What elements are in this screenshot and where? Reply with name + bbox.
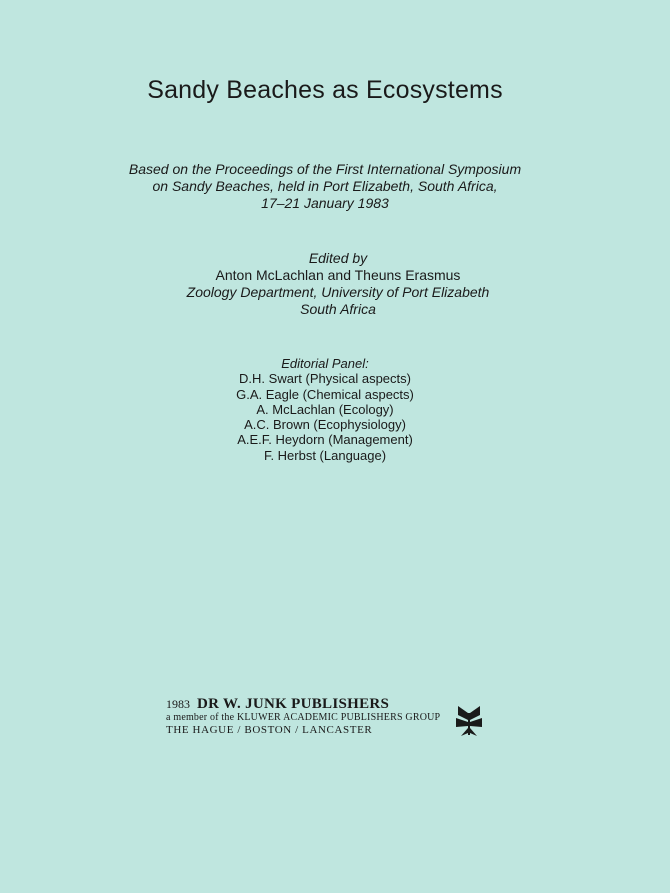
panel-member: A.E.F. Heydorn (Management) — [237, 432, 413, 448]
subtitle-line: on Sandy Beaches, held in Port Elizabeth, South Africa, — [152, 178, 498, 194]
publication-year: 1983 — [166, 697, 190, 711]
subtitle-line: 17–21 January 1983 — [261, 195, 389, 211]
editorial-panel — [0, 356, 650, 463]
panel-member: D.H. Swart (Physical aspects) — [239, 371, 411, 387]
publisher-member-of: a member of the KLUWER ACADEMIC PUBLISHERS GROUP — [166, 712, 441, 723]
editors-block — [0, 250, 670, 318]
edited-by-label: Edited by — [308, 250, 368, 266]
subtitle-line: Based on the Proceedings of the First International Symposium — [128, 161, 522, 177]
publisher-cities: THE HAGUE / BOSTON / LANCASTER — [166, 724, 373, 736]
editor-names: Anton McLachlan and Theuns Erasmus — [215, 267, 461, 283]
publisher-line — [166, 698, 466, 711]
panel-member: G.A. Eagle (Chemical aspects) — [236, 386, 414, 402]
book-title: Sandy Beaches as Ecosystems — [147, 76, 503, 104]
publisher-block — [166, 698, 466, 737]
panel-member: F. Herbst (Language) — [263, 447, 387, 463]
publisher-logo-icon — [455, 704, 483, 738]
subtitle — [0, 161, 650, 212]
panel-member: A.C. Brown (Ecophysiology) — [244, 417, 406, 433]
panel-heading: Editorial Panel: — [281, 356, 369, 371]
publisher-name: DR W. JUNK PUBLISHERS — [197, 696, 390, 712]
panel-member: A. McLachlan (Ecology) — [256, 401, 394, 417]
editor-department: Zoology Department, University of Port Elizabeth — [186, 284, 490, 300]
editor-country: South Africa — [300, 301, 376, 317]
